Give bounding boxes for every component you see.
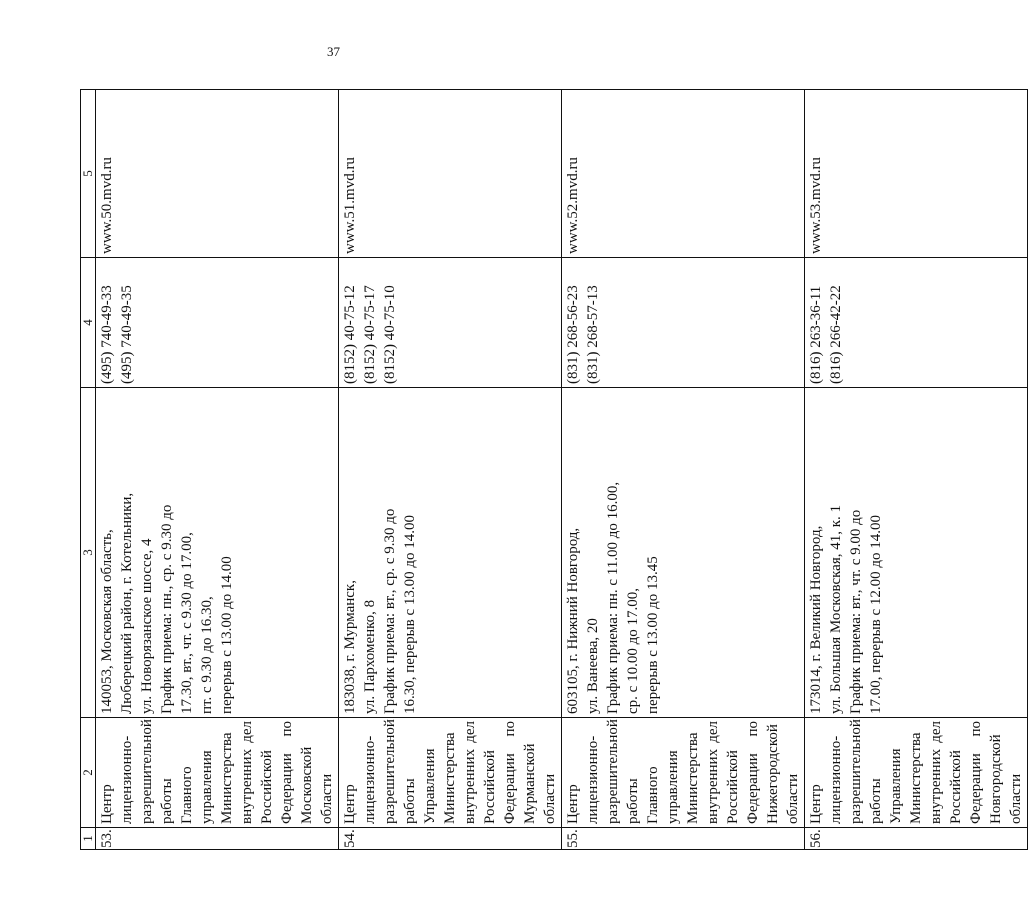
phone-number: (831) 268-56-23 xyxy=(565,285,581,384)
website-link[interactable]: www.52.mvd.ru xyxy=(565,157,581,254)
address-line: перерыв с 13.00 до 14.00 xyxy=(219,556,235,714)
organization-cell xyxy=(339,718,562,828)
table-row xyxy=(805,90,1028,850)
address-line: 603105, г. Нижний Новгород, xyxy=(565,527,581,714)
header-cell: 1 xyxy=(81,828,96,850)
website-cell xyxy=(562,90,805,258)
address-cell xyxy=(96,388,339,718)
address-line: ул. Большая Московская, 41, к. 1 xyxy=(828,504,844,714)
address-line: 17.00, перерыв с 12.00 до 14.00 xyxy=(868,514,884,714)
address-line: ср. с 10.00 до 17.00, xyxy=(625,588,641,714)
phones-cell xyxy=(96,258,339,388)
phones-cell xyxy=(339,258,562,388)
address-line: 16.30, перерыв с 13.00 до 14.00 xyxy=(402,514,418,714)
organization-cell xyxy=(805,718,1028,828)
phone-number: (816) 266-42-22 xyxy=(828,285,844,384)
table-row xyxy=(96,90,339,850)
phone-number: (831) 268-57-13 xyxy=(585,285,601,384)
website-link[interactable]: www.53.mvd.ru xyxy=(808,157,824,254)
address-line: График приема: вт., чт. с 9.00 до xyxy=(848,509,864,714)
address-line: График приема: пн., ср. с 9.30 до xyxy=(159,504,175,714)
organization-text: Центр лицензионно-разрешительной работы Управления Министерства внутренних дел Российской Федерации по Мурманской области xyxy=(342,719,558,824)
organization-cell xyxy=(562,718,805,828)
header-cell: 4 xyxy=(81,258,96,388)
address-line: пт. с 9.30 до 16.30, xyxy=(199,596,215,714)
header-cell: 5 xyxy=(81,90,96,258)
organization-text: Центр лицензионно-разрешительной работы Главного управления Министерства внутренних дел Российской Федерации по Московской области xyxy=(99,719,335,824)
address-line: 17.30, вт., чт. с 9.30 до 17.00, xyxy=(179,532,195,714)
address-line: 140053, Московская область, xyxy=(99,529,115,714)
table-header-row xyxy=(81,90,96,850)
address-line: График приема: пн. с 11.00 до 16.00, xyxy=(605,481,621,714)
phone-number: (8152) 40-75-10 xyxy=(382,285,398,384)
licensing-centers-table xyxy=(80,89,1028,850)
phone-number: (816) 263-36-11 xyxy=(808,285,824,384)
address-line: ул. Пархоменко, 8 xyxy=(362,599,378,714)
page-number: 37 xyxy=(327,44,340,59)
website-cell xyxy=(339,90,562,258)
address-cell xyxy=(339,388,562,718)
phone-number: (495) 740-49-35 xyxy=(119,285,135,384)
address-line: ул. Новорязанское шоссе, 4 xyxy=(139,538,155,714)
row-number: 54. xyxy=(339,828,562,850)
organization-cell xyxy=(96,718,339,828)
address-line: ул. Ванеева, 20 xyxy=(585,618,601,714)
address-cell xyxy=(562,388,805,718)
phone-number: (8152) 40-75-17 xyxy=(362,285,378,384)
website-cell xyxy=(805,90,1028,258)
rotated-table-container xyxy=(80,90,1024,850)
row-number: 56. xyxy=(805,828,1028,850)
organization-text: Центр лицензионно-разрешительной работы Управления Министерства внутренних дел Российской Федерации по Новгородской области xyxy=(808,719,1024,824)
website-link[interactable]: www.50.mvd.ru xyxy=(99,157,115,254)
address-line: 173014, г. Великий Новгород, xyxy=(808,525,824,714)
table-row xyxy=(562,90,805,850)
row-number: 55. xyxy=(562,828,805,850)
organization-text: Центр лицензионно-разрешительной работы Главного управления Министерства внутренних дел Российской Федерации по Нижегородской области xyxy=(565,719,801,824)
website-link[interactable]: www.51.mvd.ru xyxy=(342,157,358,254)
address-line: Люберецкий район, г. Котельники, xyxy=(119,492,135,714)
address-line: 183038, г. Мурманск, xyxy=(342,580,358,714)
phones-cell xyxy=(805,258,1028,388)
phone-number: (8152) 40-75-12 xyxy=(342,285,358,384)
header-cell: 3 xyxy=(81,388,96,718)
address-cell xyxy=(805,388,1028,718)
phones-cell xyxy=(562,258,805,388)
phone-number: (495) 740-49-33 xyxy=(99,285,115,384)
table-row xyxy=(339,90,562,850)
address-line: График приема: вт., ср. с 9.30 до xyxy=(382,508,398,714)
address-line: перерыв с 13.00 до 13.45 xyxy=(645,556,661,714)
website-cell xyxy=(96,90,339,258)
header-cell: 2 xyxy=(81,718,96,828)
row-number: 53. xyxy=(96,828,339,850)
